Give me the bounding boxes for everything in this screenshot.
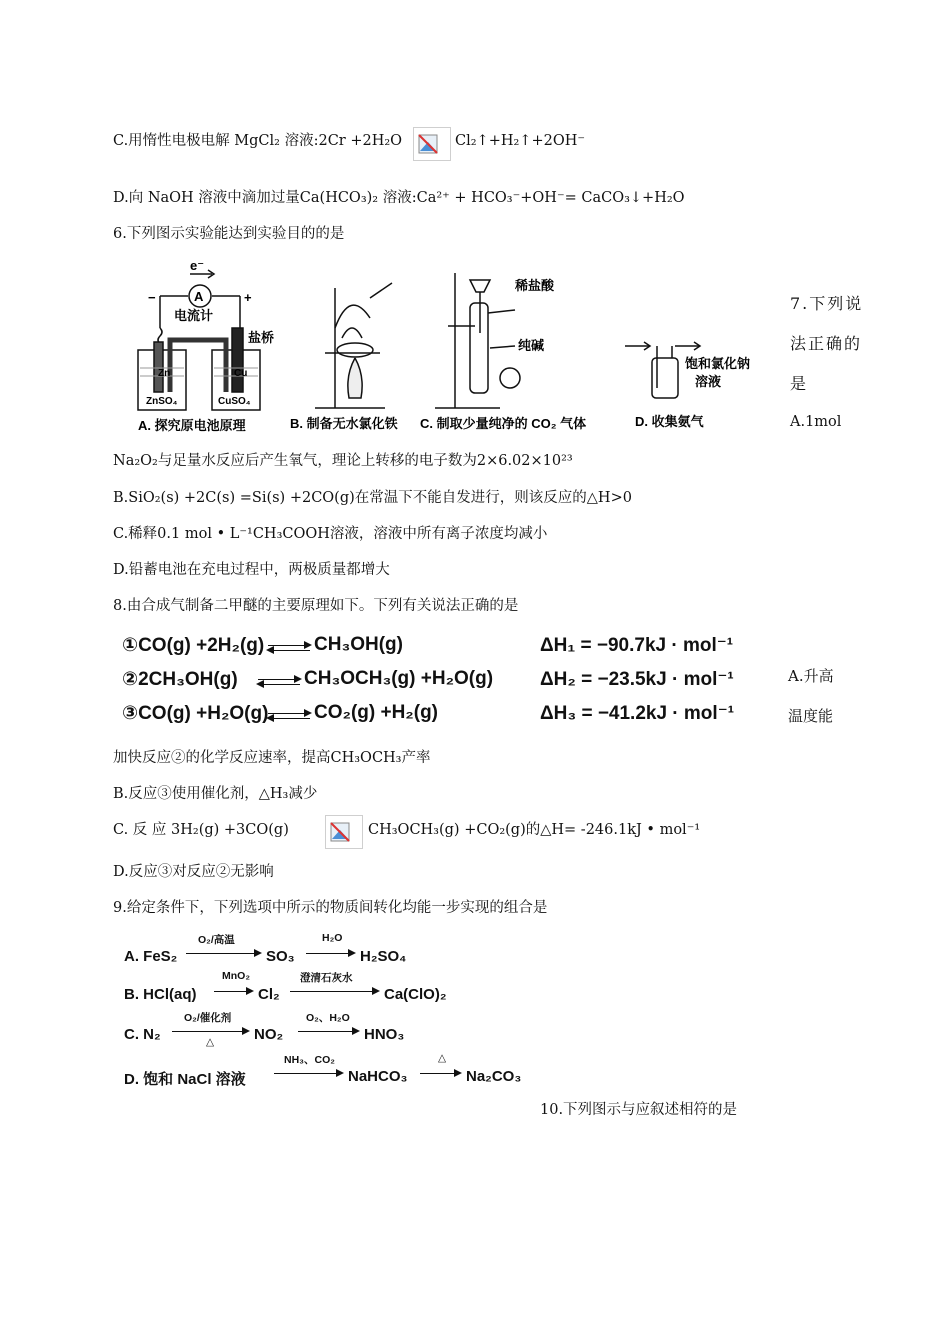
eq3-right: CO₂(g) +H₂(g) (314, 702, 439, 723)
q7-option-a: Na₂O₂与足量水反应后产生氧气，理论上转移的电子数为2×6.02×10²³ (113, 453, 573, 469)
q9-b-condition-1: MnO₂ (222, 970, 250, 982)
q8-stem: 8.由合成气制备二甲醚的主要原理如下。下列有关说法正确的是 (113, 598, 519, 614)
q9-b-start: B. HCl(aq) (124, 986, 197, 1003)
reaction-arrow (186, 953, 260, 954)
q9-c-condition-2: O₂、H₂O (306, 1012, 350, 1024)
q9-conversion-figure (120, 930, 540, 1100)
q7-option-c: C.稀释0.1 mol • L⁻¹CH₃COOH溶液，溶液中所有离子浓度均减小 (113, 526, 548, 542)
reaction-arrow (306, 953, 354, 954)
q9-b-end: Ca(ClO)₂ (384, 986, 447, 1003)
q9-stem: 9.给定条件下，下列选项中所示的物质间转化均能一步实现的组合是 (113, 900, 548, 916)
electron-label: e⁻ (190, 258, 205, 273)
q9-d-start: D. 饱和 NaCl 溶液 (124, 1071, 246, 1088)
q9-c-condition-heat: △ (206, 1036, 215, 1048)
q9-c-end: HNO₃ (364, 1026, 405, 1043)
eq2-right: CH₃OCH₃(g) +H₂O(g) (304, 668, 494, 689)
dilute-hcl-label: 稀盐酸 (515, 278, 555, 293)
cu-label: Cu (234, 368, 248, 379)
plus-label: + (244, 290, 252, 305)
reaction-arrow (420, 1073, 460, 1074)
broken-image-icon (413, 127, 451, 161)
q9-d-mid: NaHCO₃ (348, 1068, 408, 1085)
equilibrium-arrow (258, 679, 300, 680)
minus-label: − (148, 290, 156, 305)
pure-soda-label: 纯碱 (518, 338, 545, 353)
q8-option-a: 加快反应②的化学反应速率，提高CH₃OCH₃产率 (113, 750, 431, 766)
q7-stem-line-2: 法正确的 (790, 334, 863, 353)
q6-stem: 6.下列图示实验能达到实验目的的是 (113, 226, 345, 242)
q5-option-d: D.向 NaOH 溶液中滴加过量Ca(HCO₃)₂ 溶液:Ca²⁺ + HCO₃⁻+OH⁻= CaCO₃↓+H₂O (113, 190, 685, 206)
q10-stem: 10.下列图示与应叙述相符的是 (540, 1102, 738, 1118)
reaction-arrow (274, 1073, 342, 1074)
caption-d: D. 收集氨气 (635, 414, 704, 429)
meter-label: 电流计 (174, 308, 214, 323)
reaction-arrow (290, 991, 378, 992)
q8-option-b: B.反应③使用催化剂，△H₃减少 (113, 786, 318, 802)
q8-option-a-line-2: 温度能 (788, 707, 834, 725)
q7-option-b: B.SiO₂(s) +2C(s) =Si(s) +2CO(g)在常温下不能自发进行，则该反应的△H>0 (113, 490, 632, 506)
ammeter-label: A (194, 289, 204, 304)
q9-c-start: C. N₂ (124, 1026, 161, 1043)
reaction-arrow (298, 1031, 358, 1032)
caption-c: C. 制取少量纯净的 CO₂ 气体 (420, 416, 587, 431)
q7-option-a-start: A.1mol (790, 414, 842, 430)
q6-experiment-figure (130, 258, 770, 438)
q9-a-condition-2: H₂O (322, 932, 343, 944)
q9-b-condition-2: 澄清石灰水 (300, 972, 353, 984)
equilibrium-arrow (268, 718, 310, 719)
caption-b: B. 制备无水氯化铁 (290, 416, 398, 431)
equilibrium-arrow (268, 713, 310, 714)
equilibrium-arrow (268, 650, 310, 651)
q8-equations (118, 628, 768, 734)
reaction-arrow (172, 1031, 248, 1032)
solution-label: 溶液 (695, 374, 722, 389)
eq2-dh: ΔH₂ = −23.5kJ · mol⁻¹ (540, 669, 734, 690)
q9-d-condition-2: △ (438, 1052, 447, 1064)
q9-d-condition-1: NH₃、CO₂ (284, 1054, 335, 1066)
q9-a-end: H₂SO₄ (360, 948, 407, 965)
q9-a-mid: SO₃ (266, 948, 295, 965)
q7-option-d: D.铅蓄电池在充电过程中，两极质量都增大 (113, 562, 390, 578)
salt-bridge-label: 盐桥 (248, 330, 275, 345)
q7-stem-line-1: 7.下列说 (790, 294, 864, 313)
q7-stem-line-3: 是 (790, 374, 807, 393)
q6-apparatus-drawing (130, 258, 770, 438)
znso4-label: ZnSO₄ (146, 396, 178, 407)
q9-d-end: Na₂CO₃ (466, 1068, 522, 1085)
reaction-arrow (214, 991, 252, 992)
q9-a-condition-1: O₂/高温 (198, 934, 235, 946)
q9-c-condition-1: O₂/催化剂 (184, 1012, 232, 1024)
q8-option-c-products: CH₃OCH₃(g) +CO₂(g)的△H= -246.1kJ • mol⁻¹ (368, 822, 701, 838)
eq2-left: ②2CH₃OH(g) (122, 669, 238, 690)
equilibrium-arrow (268, 645, 310, 646)
eq1-right: CH₃OH(g) (314, 634, 403, 655)
broken-image-icon (325, 815, 363, 849)
q9-b-mid: Cl₂ (258, 986, 280, 1003)
eq1-left: ①CO(g) +2H₂(g) (122, 635, 265, 656)
eq1-dh: ΔH₁ = −90.7kJ · mol⁻¹ (540, 635, 734, 656)
caption-a: A. 探究原电池原理 (138, 418, 246, 433)
zn-label: Zn (158, 368, 171, 379)
q9-a-start: A. FeS₂ (124, 948, 178, 965)
saturated-nacl-label: 饱和氯化钠 (685, 356, 751, 371)
q9-c-mid: NO₂ (254, 1026, 284, 1043)
eq3-left: ③CO(g) +H₂O(g) (122, 703, 269, 724)
q8-option-c-text: C. 反 应 3H₂(g) +3CO(g) (113, 822, 289, 838)
q5-option-c-products: Cl₂↑+H₂↑+2OH⁻ (455, 133, 586, 149)
q8-option-a-line-1: A.升高 (788, 667, 834, 685)
eq3-dh: ΔH₃ = −41.2kJ · mol⁻¹ (540, 703, 735, 724)
q8-option-d: D.反应③对反应②无影响 (113, 864, 274, 880)
cuso4-label: CuSO₄ (218, 396, 251, 407)
q5-option-c-text: C.用惰性电极电解 MgCl₂ 溶液:2Cr +2H₂O (113, 133, 403, 149)
equilibrium-arrow (258, 684, 300, 685)
